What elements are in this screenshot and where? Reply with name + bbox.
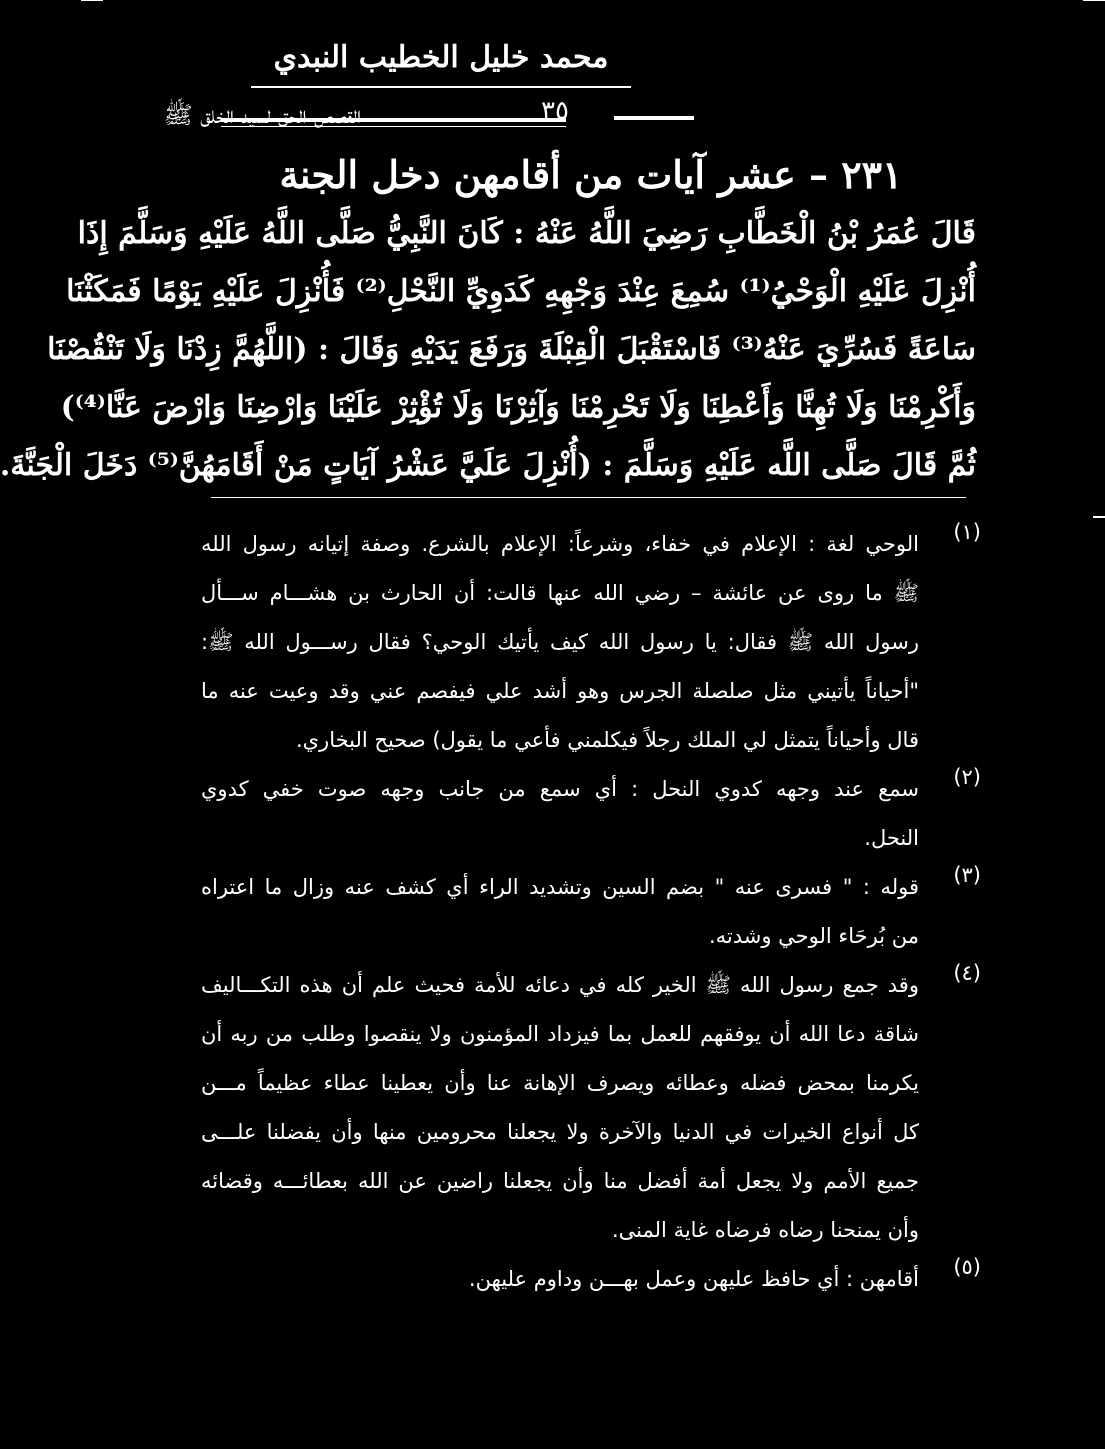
footnote-line: قوله : " فسرى عنه " بضم السين وتشديد الراء أي كشف عنه وزال ما اعتراه	[201, 875, 919, 899]
chapter-title: ٢٣١ – عشر آيات من أقامهن دخل الجنة	[279, 152, 903, 197]
corner-mark-right	[1083, 0, 1105, 15]
header-rule-short	[614, 116, 694, 120]
footnote-line: شاقة دعا الله أن يوفقهم للعمل بما فيزداد المؤمنون ولا ينقصوا وطلب من ربه أن	[201, 1022, 919, 1046]
footnote-line: أقامهن : أي حافظ عليهن وعمل بهـــن وداوم عليهن.	[468, 1267, 919, 1291]
footnote-number: (٥)	[953, 1255, 981, 1279]
footnote-separator	[211, 497, 966, 498]
footnote-line: "أحياناً يأتيني مثل صلصلة الجرس وهو أشد علي فيفصم عني وقد وعيت عنه ما	[201, 679, 919, 703]
page-number: ٣٥	[541, 96, 569, 126]
footnote-line: وقد جمع رسول الله ﷺ الخير كله في دعائه للأمة فحيث علم أن هذه التكـــاليف	[201, 973, 919, 997]
footnote-number: (٣)	[953, 863, 981, 887]
running-title: القصص الحق لسيد الخلق ﷺ	[163, 101, 361, 129]
hadith-line: سَاعَةً فَسُرِّيَ عَنْهُ⁽³⁾ فَاسْتَقْبَلَ الْقِبْلَةَ وَرَفَعَ يَدَيْهِ وَقَالَ : (اللَّهُمَّ زِدْنَا وَلَا تَنْقُصْنَا	[47, 332, 976, 367]
footnotes	[201, 520, 981, 1304]
footnote-line: يكرمنا بمحض فضله وعطائه ويصرف الإهانة عنا وأن يعطينا عطاء عظيماً مـــن	[201, 1071, 919, 1095]
footnote-number: (٢)	[953, 765, 981, 789]
hadith-line: وَأَكْرِمْنَا وَلَا تُهِنَّا وَأَعْطِنَا وَلَا تَحْرِمْنَا وَآثِرْنَا وَلَا تُؤْثِرْ عَلَيْنَا وَارْضِنَا وَارْضَ عَنَّا⁽⁴⁾)	[60, 390, 976, 425]
footnote-line: من بُرحَاء الوحي وشدته.	[708, 924, 919, 948]
author-underline	[251, 86, 631, 88]
hadith-line: قَالَ عُمَرُ بْنُ الْخَطَّابِ رَضِيَ اللَّهُ عَنْهُ : كَانَ النَّبِيُّ صَلَّى اللَّهُ عَلَيْهِ وَسَلَّمَ إِذَا	[77, 216, 976, 251]
footnote-line: ﷺ ما روى عن عائشة – رضي الله عنها قالت: أن الحارث بن هشـــام ســـأل	[201, 581, 919, 605]
corner-mark-left	[81, 0, 103, 15]
footnote-line: سمع عند وجهه كدوي النحل : أي سمع من جانب وجهه صوت خفي كدوي	[201, 777, 919, 801]
hadith-line: ثُمَّ قَالَ صَلَّى اللَّه عَلَيْهِ وَسَلَّمَ : (أُنْزِلَ عَلَيَّ عَشْرُ آيَاتٍ مَنْ أَقَامَهُنَّ⁽⁵⁾ دَخَلَ الْجَنَّةَ.	[0, 448, 976, 483]
margin-mark	[1093, 516, 1105, 518]
footnote-line: وأن يمنحنا رضاه فرضاه غاية المنى.	[612, 1218, 919, 1242]
footnote-line: الوحي لغة : الإعلام في خفاء، وشرعاً: الإعلام بالشرع. وصفة إتيانه رسول الله	[201, 532, 919, 556]
footnote-line: قال وأحياناً يتمثل لي الملك رجلاً فيكلمني فأعي ما يقول) صحيح البخاري.	[295, 728, 919, 752]
footnote-number: (٤)	[953, 961, 981, 985]
footnote-1	[201, 520, 981, 765]
author-name: محمد خليل الخطيب النبدي	[273, 40, 609, 75]
footnote-line: كل أنواع الخيرات في الدنيا والآخرة ولا يجعلنا محرومين منها وأن يفضلنا علـــى	[201, 1120, 919, 1144]
footnote-3	[201, 863, 981, 961]
hadith-text	[0, 205, 976, 495]
running-header	[163, 96, 981, 136]
footnote-line: جميع الأمم ولا يجعل أمة أفضل منا وأن يجعلنا راضين عن الله بعطائـــه وقضائه	[201, 1169, 919, 1193]
footnote-2	[201, 765, 981, 863]
hadith-line: أُنْزِلَ عَلَيْهِ الْوَحْيُ⁽¹⁾ سُمِعَ عِنْدَ وَجْهِهِ كَدَوِيِّ النَّحْلِ⁽²⁾ فَأُنْزِلَ عَلَيْهِ يَوْمًا فَمَكَثْنَا	[66, 274, 976, 309]
footnote-line: النحل.	[864, 826, 919, 850]
footnote-4	[201, 961, 981, 1255]
footnote-line: رسول الله ﷺ فقال: يا رسول الله كيف يأتيك الوحي؟ فقال رســـول الله ﷺ:	[201, 630, 919, 654]
footnote-5	[201, 1255, 981, 1304]
footnote-number: (١)	[953, 520, 981, 544]
